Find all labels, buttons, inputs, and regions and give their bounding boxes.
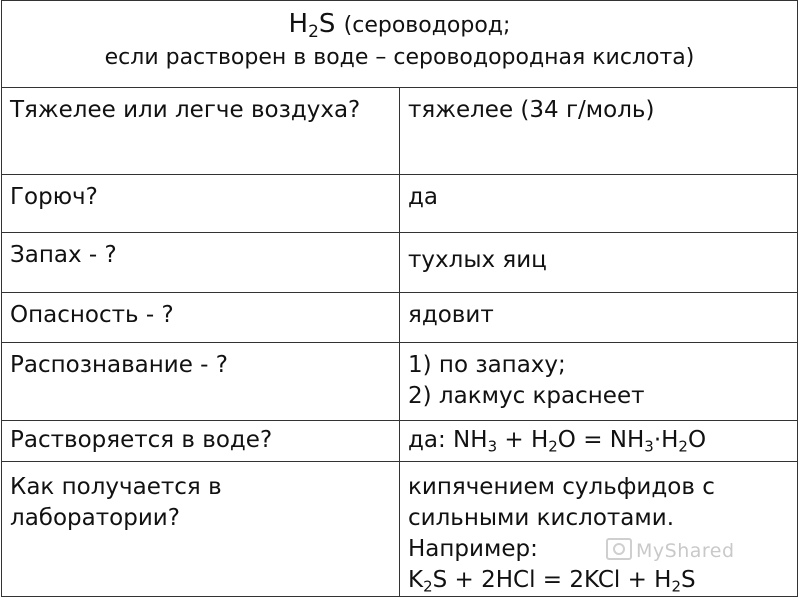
subscript: 3 (487, 437, 498, 456)
answer-text: O = NH (557, 427, 645, 453)
h2s-properties-table (1, 0, 798, 597)
question-cell: Тяжелее или легче воздуха? (2, 88, 400, 175)
formula-subscript: 2 (308, 21, 319, 42)
answer-cell (400, 343, 798, 421)
question-cell: Запах - ? (2, 233, 400, 293)
question-cell: Растворяется в воде? (2, 421, 400, 462)
question-cell: Опасность - ? (2, 293, 400, 343)
table-row (2, 88, 798, 175)
subscript: 2 (548, 437, 558, 456)
answer-cell: тяжелее (34 г/моль) (400, 88, 798, 175)
table-row (2, 293, 798, 343)
subscript: 2 (678, 437, 688, 456)
equation-text: S + 2HCl = 2KCl + H (432, 567, 672, 593)
formula-element-s: S (318, 9, 336, 39)
watermark-text: MyShared (636, 540, 735, 562)
table-row (2, 343, 798, 421)
header-subtitle: если растворен в воде – сероводородная кислота) (104, 45, 695, 70)
header-title (10, 7, 789, 43)
answer-line: 2) лакмус краснеет (408, 383, 645, 409)
table-row (2, 175, 798, 233)
answer-cell (400, 421, 798, 462)
equation-text: S (681, 567, 696, 593)
answer-text: + H (497, 427, 549, 453)
table-header (2, 1, 798, 88)
subscript: 2 (423, 577, 433, 596)
equation-text: K (408, 567, 424, 593)
answer-text: кипячением сульфидов с сильными кислотами. Например: (408, 474, 715, 562)
answer-text: ·H (653, 427, 679, 453)
header-name: (сероводород; (343, 13, 511, 38)
answer-cell: ядовит (400, 293, 798, 343)
watermark (606, 538, 735, 562)
answer-text: да: NH (408, 427, 488, 453)
table-row (2, 421, 798, 462)
formula-element-h: H (288, 9, 309, 39)
answer-cell: да (400, 175, 798, 233)
question-cell: Распознавание - ? (2, 343, 400, 421)
question-cell: Горюч? (2, 175, 400, 233)
equation (408, 565, 789, 596)
answer-text: O (687, 427, 707, 453)
watermark-logo-icon (606, 538, 632, 560)
question-cell: Как получается в лаборатории? (2, 462, 400, 597)
table-row (2, 462, 798, 597)
subscript: 2 (671, 577, 681, 596)
answer-cell (400, 462, 798, 597)
answer-cell: тухлых яиц (400, 233, 798, 293)
answer-line: 1) по запаху; (408, 352, 566, 378)
table-row (2, 233, 798, 293)
subscript: 3 (644, 437, 654, 456)
